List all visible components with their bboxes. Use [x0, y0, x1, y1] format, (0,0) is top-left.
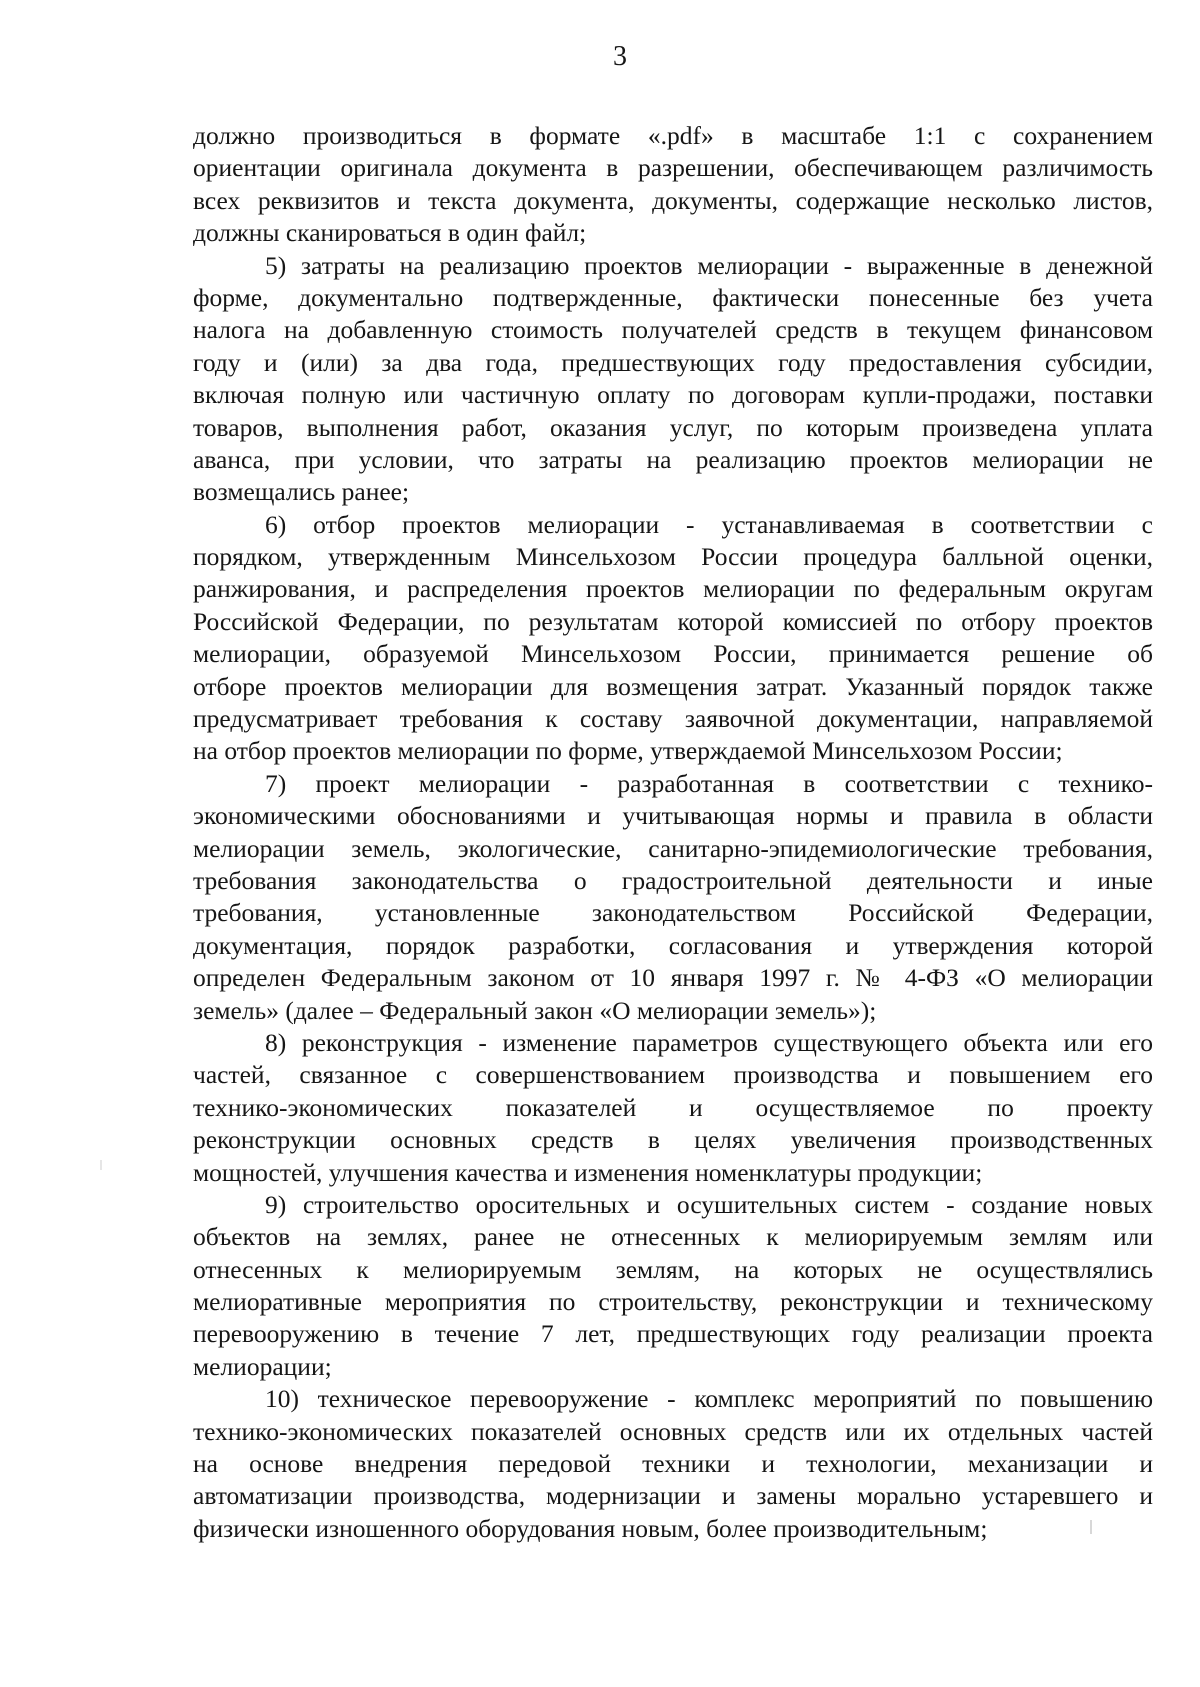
text-line: документация, порядок разработки, согласования и утверждения которой: [193, 930, 1153, 960]
text-line: на отбор проектов мелиорации по форме, утверждаемой Минсельхозом России;: [193, 736, 1063, 766]
text-line: возмещались ранее;: [193, 477, 410, 507]
scan-artifact: [1090, 1520, 1092, 1534]
text-line: 8) реконструкция - изменение параметров существующего объекта или его: [265, 1027, 1153, 1057]
text-line: отнесенных к мелиорируемым землям, на которых не осуществлялись: [193, 1254, 1153, 1284]
text-line: отборе проектов мелиорации для возмещения затрат. Указанный порядок также: [193, 671, 1153, 701]
text-line: мелиоративные мероприятия по строительству, реконструкции и техническому: [193, 1287, 1153, 1317]
text-line: требования законодательства о градостроительной деятельности и иные: [193, 865, 1153, 895]
text-line: предусматривает требования к составу заявочной документации, направляемой: [193, 704, 1153, 734]
text-line: реконструкции основных средств в целях увеличения производственных: [193, 1125, 1153, 1155]
text-line: мелиорации, образуемой Минсельхозом России, принимается решение об: [193, 639, 1153, 669]
text-line: аванса, при условии, что затраты на реализацию проектов мелиорации не: [193, 444, 1153, 474]
text-line: 5) затраты на реализацию проектов мелиорации - выраженные в денежной: [265, 250, 1153, 280]
text-line: 7) проект мелиорации - разработанная в соответствии с технико-: [265, 768, 1153, 798]
text-line: 6) отбор проектов мелиорации - устанавливаемая в соответствии с: [265, 509, 1153, 539]
text-line: частей, связанное с совершенствованием производства и повышением его: [193, 1060, 1153, 1090]
text-line: 9) строительство оросительных и осушительных систем - создание новых: [265, 1189, 1153, 1219]
text-line: Российской Федерации, по результатам которой комиссией по отбору проектов: [193, 606, 1153, 636]
page-number: 3: [613, 41, 627, 72]
text-line: перевооружению в течение 7 лет, предшествующих году реализации проекта: [193, 1319, 1153, 1349]
text-line: требования, установленные законодательством Российской Федерации,: [193, 898, 1153, 928]
text-line: объектов на землях, ранее не отнесенных к мелиорируемым землям или: [193, 1222, 1153, 1252]
text-line: физически изношенного оборудования новым, более производительным;: [193, 1513, 988, 1543]
text-line: ориентации оригинала документа в разрешении, обеспечивающем различимость: [193, 153, 1153, 183]
text-line: году и (или) за два года, предшествующих году предоставления субсидии,: [193, 347, 1153, 377]
text-line: всех реквизитов и текста документа, документы, содержащие несколько листов,: [193, 185, 1153, 215]
text-line: должно производиться в формате «.pdf» в масштабе 1:1 с сохранением: [193, 121, 1153, 150]
scan-artifact: [100, 1160, 102, 1170]
text-line: экономическими обоснованиями и учитывающая нормы и правила в области: [193, 801, 1153, 831]
text-line: мелиорации;: [193, 1351, 332, 1381]
text-line: порядком, утвержденным Минсельхозом России процедура балльной оценки,: [193, 542, 1153, 572]
text-line: должны сканироваться в один файл;: [193, 218, 587, 248]
text-line: технико-экономических показателей и осуществляемое по проекту: [193, 1092, 1153, 1122]
text-line: определен Федеральным законом от 10 января 1997 г. № 4-ФЗ «О мелиорации: [193, 963, 1153, 993]
text-line: форме, документально подтвержденные, фактически понесенные без учета: [193, 282, 1153, 312]
text-line: автоматизации производства, модернизации и замены морально устаревшего и: [193, 1481, 1153, 1511]
text-line: мощностей, улучшения качества и изменения номенклатуры продукции;: [193, 1157, 983, 1187]
text-line: ранжирования, и распределения проектов мелиорации по федеральным округам: [193, 574, 1153, 604]
text-line: мелиорации земель, экологические, санитарно-эпидемиологические требования,: [193, 833, 1153, 863]
text-line: 10) техническое перевооружение - комплекс мероприятий по повышению: [265, 1384, 1153, 1414]
text-line: на основе внедрения передовой техники и технологии, механизации и: [193, 1449, 1153, 1479]
text-line: включая полную или частичную оплату по договорам купли-продажи, поставки: [193, 380, 1153, 410]
text-line: налога на добавленную стоимость получателей средств в текущем финансовом: [193, 315, 1153, 345]
text-line: земель» (далее – Федеральный закон «О мелиорации земель»);: [193, 995, 877, 1025]
text-line: товаров, выполнения работ, оказания услуг, по которым произведена уплата: [193, 412, 1153, 442]
text-line: технико-экономических показателей основных средств или их отдельных частей: [193, 1416, 1153, 1446]
body-text: [193, 120, 1153, 1545]
